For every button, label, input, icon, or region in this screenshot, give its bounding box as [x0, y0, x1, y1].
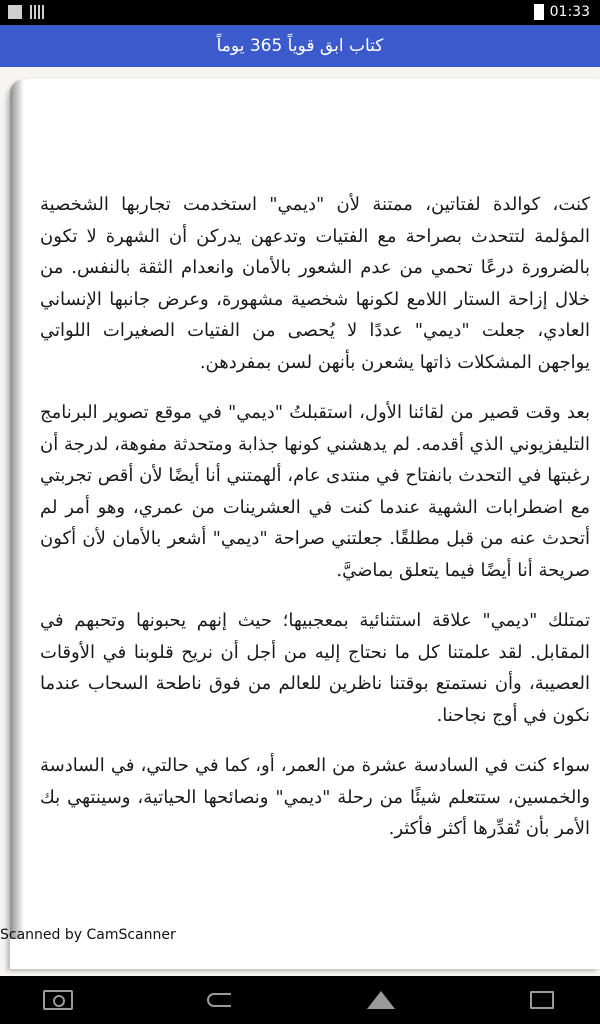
screenshot-camera-icon: [43, 990, 73, 1010]
battery-icon: [534, 4, 544, 20]
content-area[interactable]: [0, 67, 600, 976]
status-bar: [0, 0, 600, 25]
page-text: [40, 189, 590, 864]
recents-button[interactable]: [524, 986, 560, 1014]
screenshot-button[interactable]: [40, 986, 76, 1014]
status-icons-right: [534, 4, 590, 20]
paragraph: تمتلك "ديمي" علاقة استثنائية بمعجبيها؛ حيث إنهم يحبونها وتحبهم في المقابل. لقد علمتنا كل ما نحتاج إليه من أجل أن نريح قلوبنا في الأوقات العصيبة، وأن نستمتع بوقتنا ناظرين للعالم من فوق ناطحة السحاب عندما نكون في أوج نجاحنا.: [40, 610, 590, 726]
back-button[interactable]: [201, 986, 237, 1014]
status-time: 01:33: [549, 4, 590, 20]
page-fold-shadow: [10, 79, 24, 939]
camscanner-watermark: Scanned by CamScanner: [0, 927, 176, 943]
navigation-bar: [0, 976, 600, 1024]
recents-icon: [530, 991, 554, 1009]
status-icons-left: [8, 5, 44, 19]
app-title: كتاب ابق قوياً 365 يوماً: [216, 36, 384, 56]
app-bar: [0, 25, 600, 67]
paragraph: كنت، كوالدة لفتاتين، ممتنة لأن "ديمي" استخدمت تجاربها الشخصية المؤلمة لتتحدث بصراحة مع الفتيات وتدعهن يدركن أن الشهرة لا تكون بالضرورة درعًا تحمي من عدم الشعور بالأمان وانعدام الثقة بالنفس. من خلال إزاحة الستار اللامع لكونها شخصية مشهورة، وعرض جانبها الإنساني العادي، جعلت "ديمي" عددًا لا يُحصى من الفتيات الصغيرات اللواتي يواجهن المشكلات ذاتها يشعرن بأنهن لسن بمفردهن.: [40, 194, 590, 373]
signal-bars-icon: [30, 5, 44, 19]
scanned-page: [10, 79, 600, 969]
home-icon: [367, 991, 395, 1009]
paragraph: بعد وقت قصير من لقائنا الأول، استقبلتُ "ديمي" في موقع تصوير البرنامج التليفزيوني الذي أقدمه. لم يدهشني كونها جذابة ومتحدثة مفوهة، لدرجة أن رغبتها في التحدث بانفتاح في منتدى عام، ألهمتني أنا أيضًا لأن أقص تجربتي مع اضطرابات الشهية عندما كنت في العشرينات من عمري، وهو أمر لم أتحدث عنه من قبل مطلقًا. جعلتني صراحة "ديمي" أشعر بالأمان لأن أكون صريحة أنا أيضًا فيما يتعلق بماضيَّ.: [40, 402, 590, 581]
paragraph: سواء كنت في السادسة عشرة من العمر، أو، كما في حالتي، في السادسة والخمسين، ستتعلم شيئًا من رحلة "ديمي" ونصائحها الحياتية، وسينتهي بك الأمر بأن تُقدِّرها أكثر فأكثر.: [40, 755, 590, 839]
back-icon: [207, 993, 231, 1007]
home-button[interactable]: [363, 986, 399, 1014]
notification-icon: [8, 5, 22, 19]
